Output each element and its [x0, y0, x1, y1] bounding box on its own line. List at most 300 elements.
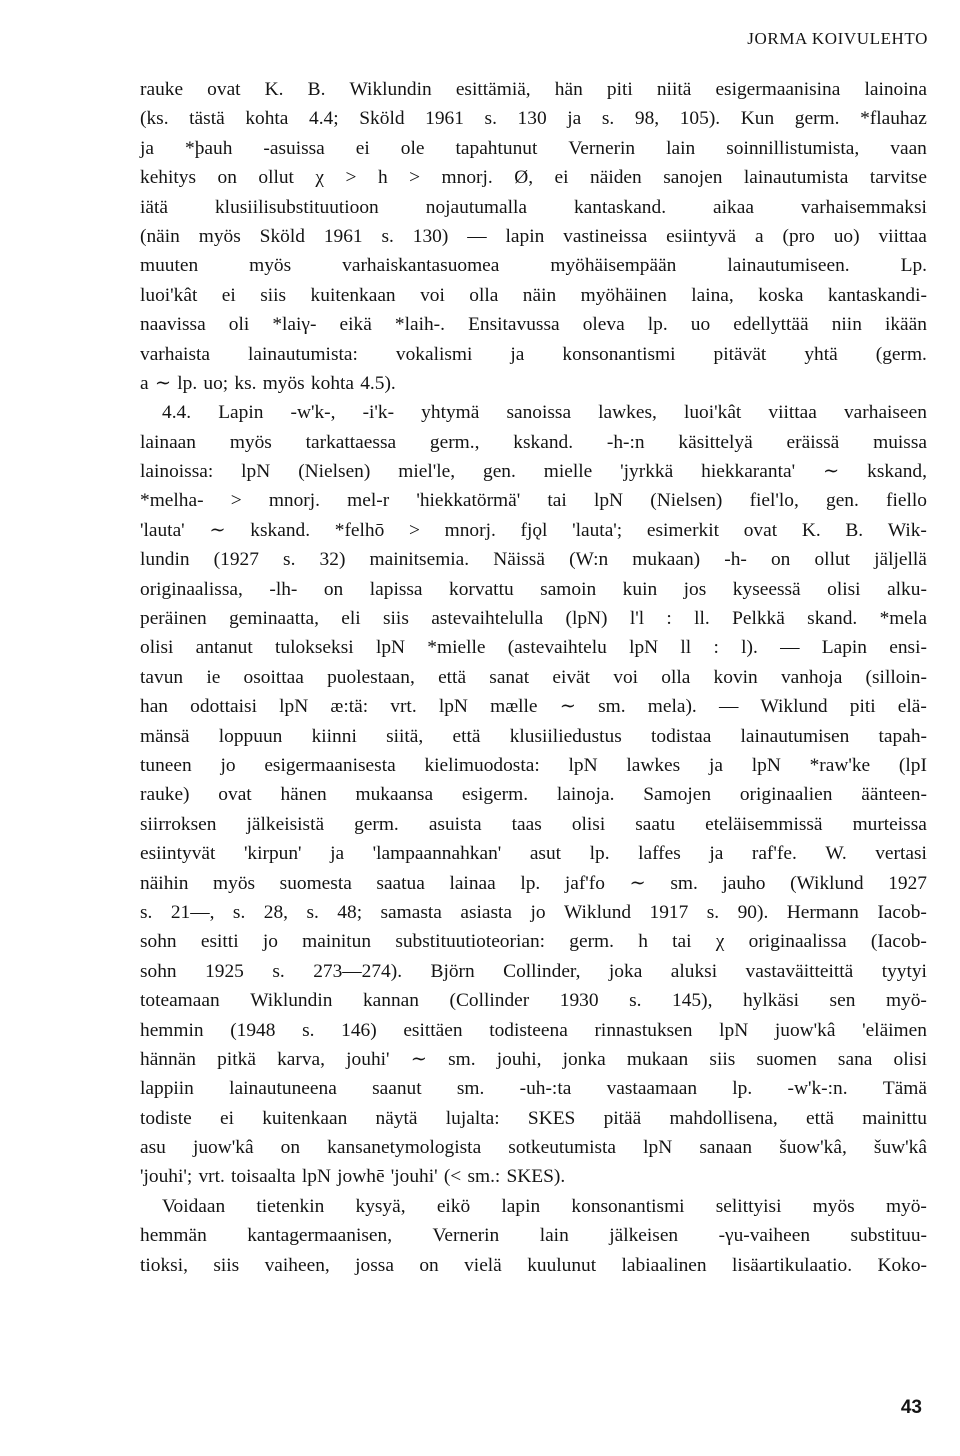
word: vanhoja: [780, 666, 843, 688]
word: samoin: [540, 578, 597, 600]
word: vielä: [464, 1254, 502, 1276]
word: lainoja.: [556, 784, 615, 806]
word: -asuissa: [263, 137, 325, 159]
word: klusiiliedustus: [509, 725, 622, 747]
word: rauke): [140, 784, 190, 806]
word: lpN: [438, 696, 468, 718]
word: >: [345, 167, 357, 189]
word: varhaista: [140, 343, 210, 365]
word: B.: [845, 519, 864, 541]
word: jowhē: [337, 1166, 385, 1188]
word: sm.: [598, 696, 626, 718]
word: vrt.: [390, 696, 417, 718]
word: korvattu: [449, 578, 514, 600]
word: ∼: [629, 872, 646, 894]
word: eräissä: [786, 431, 840, 453]
word: tapah-: [878, 725, 927, 747]
word: piti: [849, 696, 876, 718]
word: lisäartikulaatio.: [731, 1254, 853, 1276]
word: 'hiekkatörmä': [416, 490, 521, 512]
word: Kun: [740, 108, 775, 130]
word: lapin: [501, 1195, 541, 1217]
word: ∼: [410, 1048, 427, 1070]
word: juow'kâ: [192, 1137, 254, 1159]
word: Wiklundin: [349, 79, 432, 100]
word: kannan: [362, 990, 419, 1012]
word: siis: [709, 1048, 736, 1070]
word: mainitun: [302, 931, 372, 953]
word: jauho: [722, 872, 766, 894]
word: luoi'kât: [683, 402, 742, 424]
text-line: [140, 1016, 927, 1045]
word: varhaisemmaksi: [800, 196, 927, 218]
word: ja: [510, 343, 525, 365]
word: >: [230, 490, 242, 512]
word: kohta: [245, 108, 289, 130]
text-line: [140, 193, 927, 222]
word: Lp.: [900, 255, 927, 277]
word: Koko-: [877, 1254, 927, 1276]
word: loppuun: [218, 725, 283, 747]
word: -w'k-:n.: [787, 1078, 848, 1100]
word: -h-:n: [606, 431, 645, 453]
word: lain: [666, 137, 696, 159]
word: Vernerin: [432, 1225, 500, 1247]
word: tietenkin: [256, 1195, 325, 1217]
word: h: [377, 167, 388, 189]
word: :: [713, 637, 719, 659]
word: suomesta: [279, 872, 352, 894]
word: vertasi: [875, 843, 927, 865]
word: kansanetymologista: [327, 1137, 482, 1159]
word: kysyä,: [355, 1195, 406, 1217]
word: kielimuodosta:: [424, 754, 540, 776]
word: piti: [606, 79, 633, 100]
word: geminaatta,: [229, 608, 319, 630]
word: saanut: [372, 1078, 422, 1100]
word: Wiklund: [760, 696, 828, 718]
word: vaiheen,: [264, 1254, 330, 1276]
word: Iacob-: [877, 901, 927, 923]
text-line: [140, 1074, 927, 1103]
word: *melha-: [140, 490, 204, 512]
word: kyseessä: [732, 578, 801, 600]
text-line: [140, 663, 927, 692]
word: myös: [198, 225, 241, 247]
word: laffes: [638, 843, 681, 865]
word: sanojen: [663, 167, 723, 189]
word: sotkeutumista: [508, 1137, 617, 1159]
word: ei: [554, 167, 569, 189]
word: vokalismi: [395, 343, 473, 365]
word: hemmin: [140, 1019, 204, 1041]
word: konsonantismi: [571, 1195, 685, 1217]
word: olla: [661, 666, 691, 688]
word: 105).: [679, 108, 721, 130]
word: näin: [522, 284, 557, 306]
word: laina,: [691, 284, 734, 306]
word: ovat: [218, 784, 252, 806]
word: tavun: [140, 666, 184, 688]
word: tapahtunut: [455, 137, 538, 159]
word: esittämiä,: [455, 79, 531, 100]
word: —: [718, 696, 739, 718]
word: —: [780, 637, 800, 659]
word: lp.: [732, 1078, 753, 1100]
word: Vernerin: [568, 137, 636, 159]
word: 1917: [649, 901, 689, 923]
word: originaalissa,: [140, 578, 243, 600]
text-line: [140, 604, 927, 633]
word: myöhäinen: [580, 284, 667, 306]
word: eivät: [552, 666, 591, 688]
text-line: [140, 310, 927, 339]
word: (Wiklund: [790, 872, 864, 894]
word: siis: [383, 608, 409, 630]
word: rinnastuksen: [594, 1019, 693, 1041]
word: l'l: [629, 608, 645, 630]
word: hänen: [280, 784, 327, 806]
page-number: 43: [900, 1397, 922, 1418]
word: muuten: [140, 255, 199, 277]
word: Ensitavussa: [468, 314, 560, 336]
word: mainittu: [862, 1107, 927, 1129]
word: alku-: [887, 578, 927, 600]
word: ∼: [559, 696, 576, 718]
word: s.: [629, 990, 642, 1012]
text-line: [140, 810, 927, 839]
word: lpN: [751, 754, 781, 776]
word: (lpI: [898, 754, 927, 776]
text-line: [140, 428, 927, 457]
word: sanoissa: [506, 402, 572, 424]
word: sm.: [448, 1048, 476, 1070]
word: :: [666, 608, 672, 630]
word: niin: [831, 314, 862, 336]
word: lainaan: [140, 431, 196, 453]
word: sohn: [140, 931, 177, 953]
word: kuitenkaan: [262, 1107, 348, 1129]
word: yhtä: [804, 343, 838, 365]
word: lainoissa:: [140, 461, 214, 483]
word: 'lauta';: [572, 519, 623, 541]
word: 28,: [263, 901, 289, 923]
word: jo: [220, 754, 236, 776]
word: 1961: [425, 108, 464, 130]
word: lpN: [301, 1166, 331, 1188]
word: esigerm.: [461, 784, 529, 806]
text-line: [140, 281, 927, 310]
word: voi: [613, 666, 639, 688]
word: (germ.: [875, 343, 927, 365]
word: Näissä: [493, 549, 545, 571]
word: samasta: [380, 901, 442, 923]
text-line: [140, 1045, 927, 1074]
word: lapissa: [369, 578, 423, 600]
word: esittäen: [403, 1019, 463, 1041]
word: siis: [213, 1254, 240, 1276]
word: että: [452, 725, 481, 747]
text-line: [140, 1192, 927, 1221]
word: χ: [715, 931, 725, 953]
word: šuow'kâ,: [779, 1137, 847, 1159]
word: 'lauta': [140, 519, 185, 541]
word: ja: [567, 108, 582, 130]
word: olisi: [827, 578, 861, 600]
word: joka: [608, 960, 643, 982]
text-line: [140, 1104, 927, 1133]
text-line: [140, 986, 927, 1015]
word: mel-r: [347, 490, 390, 512]
text-line: [140, 163, 927, 192]
word: pitkä: [217, 1048, 256, 1070]
word: tulokseksi: [275, 637, 354, 659]
word: Tämä: [882, 1078, 927, 1100]
word: 273—274).: [313, 960, 403, 982]
word: miel'le,: [398, 461, 456, 483]
text-line: [140, 751, 927, 780]
word: Ø,: [514, 167, 534, 189]
word: näytä: [375, 1107, 418, 1129]
word: kuitenkaan: [310, 284, 396, 306]
word: *þauh: [185, 137, 233, 159]
word: 'jyrkkä: [620, 461, 674, 483]
word: SKES: [527, 1107, 576, 1129]
word: siis: [260, 284, 287, 306]
word: kiinni: [311, 725, 357, 747]
word: originaalien: [739, 784, 833, 806]
word: kovin: [713, 666, 758, 688]
word: lainoina: [864, 79, 927, 100]
word: oleva: [582, 314, 625, 336]
word: 21—,: [170, 901, 215, 923]
word: koska: [758, 284, 804, 306]
word: ei: [355, 137, 370, 159]
word: esigermaanisina: [715, 79, 841, 100]
word: 1925: [205, 960, 244, 982]
word: s.: [232, 901, 246, 923]
word: lain: [539, 1225, 569, 1247]
word: jossa: [355, 1254, 394, 1276]
word: s.: [381, 225, 394, 247]
word: eteläisemmissä: [705, 813, 823, 835]
word: *mielle: [427, 637, 486, 659]
word: ∼: [209, 519, 226, 541]
word: -i'k-: [362, 402, 395, 424]
word: juow'kâ: [774, 1019, 836, 1041]
word: -h-: [724, 549, 747, 571]
word: ll.: [694, 608, 710, 630]
text-line: [140, 1251, 927, 1280]
word: kuin: [622, 578, 658, 600]
word: tai: [672, 931, 692, 953]
word: näihin: [140, 872, 189, 894]
word: todiste: [140, 1107, 192, 1129]
word: elä-: [897, 696, 927, 718]
word: kantaskand.: [573, 196, 667, 218]
word: naavissa: [140, 314, 206, 336]
word: jouhi,: [496, 1048, 542, 1070]
word: mela).: [647, 696, 697, 718]
word: myös: [213, 872, 256, 894]
word: (lpN): [565, 608, 608, 630]
word: substituutioteorian:: [395, 931, 546, 953]
word: myö-: [885, 1195, 927, 1217]
word: kuulunut: [527, 1254, 597, 1276]
word: ∼: [154, 372, 172, 394]
word: l).: [741, 637, 758, 659]
word: asut: [529, 843, 562, 865]
word: ll: [680, 637, 692, 659]
word: (1927: [213, 549, 259, 571]
text-line: [140, 780, 927, 809]
word: *laiγ-: [272, 314, 317, 336]
word: sanaan: [699, 1137, 753, 1159]
word: (1948: [230, 1019, 276, 1041]
word: on: [323, 578, 344, 600]
word: Wiklund: [564, 901, 632, 923]
text-line: [140, 545, 927, 574]
word: fiello: [886, 490, 927, 512]
text-line: [140, 898, 927, 927]
word: jälkeisistä: [246, 813, 325, 835]
word: 'eläimen: [862, 1019, 927, 1041]
word: hylkäsi: [742, 990, 799, 1012]
word: voi: [420, 284, 445, 306]
word: jälkeisen: [609, 1225, 679, 1247]
word: että: [438, 666, 467, 688]
word: germ.: [569, 931, 614, 953]
body-text: [140, 75, 927, 1280]
word: s.: [302, 1019, 315, 1041]
word: olisi: [893, 1048, 927, 1070]
word: lainautumista:: [248, 343, 358, 365]
word: —: [467, 225, 487, 247]
word: -uh-:ta: [519, 1078, 572, 1100]
word: peräinen: [140, 608, 207, 630]
word: Collinder,: [503, 960, 581, 982]
word: yhtymä: [421, 402, 480, 424]
word: 4.4;: [309, 108, 339, 130]
word: (astevaihtelu: [507, 637, 607, 659]
word: s.: [306, 901, 319, 923]
word: *mela: [879, 608, 927, 630]
word: *flauhaz: [860, 108, 927, 130]
word: mukaan): [632, 549, 701, 571]
word: W.: [825, 843, 847, 865]
word: uo): [833, 225, 860, 247]
word: tarvitse: [869, 167, 927, 189]
word: toisaalta: [231, 1166, 296, 1188]
word: muissa: [873, 431, 927, 453]
word: ovat: [207, 79, 241, 100]
word: jos: [683, 578, 707, 600]
word: myös: [812, 1195, 855, 1217]
word: sm.:: [467, 1166, 501, 1188]
word: vastaamaan: [606, 1078, 698, 1100]
word: että: [806, 1107, 835, 1129]
word: a: [140, 372, 149, 394]
word: ikään: [884, 314, 927, 336]
word: 145),: [672, 990, 713, 1012]
word: karva,: [277, 1048, 326, 1070]
word: vaan: [890, 137, 927, 159]
word: fiel'lo,: [749, 490, 799, 512]
word: Sköld: [259, 225, 305, 247]
word: oli: [228, 314, 250, 336]
word: lp.: [647, 314, 668, 336]
word: lp.: [589, 843, 610, 865]
word: (näin: [140, 225, 180, 247]
word: Björn: [430, 960, 475, 982]
word: siirroksen: [140, 813, 217, 835]
word: varhaiskantasuomea: [342, 255, 500, 277]
word: myös: [262, 372, 305, 394]
word: hiekkaranta': [701, 461, 796, 483]
word: mainitsemia.: [369, 549, 470, 571]
word: ja: [708, 754, 723, 776]
word: antanut: [195, 637, 253, 659]
word: olisi: [140, 637, 174, 659]
word: substituu-: [850, 1225, 927, 1247]
word: kohta: [310, 372, 355, 394]
word: lainautuneena: [229, 1078, 337, 1100]
word: sanat: [489, 666, 530, 688]
text-line: [140, 1162, 927, 1191]
word: 90).: [737, 901, 769, 923]
word: esiintyvä: [666, 225, 737, 247]
word: šuw'kâ: [873, 1137, 927, 1159]
word: ensi-: [889, 637, 927, 659]
word: ie: [206, 666, 221, 688]
word: sana: [837, 1048, 873, 1070]
word: 'jouhi';: [140, 1166, 193, 1188]
word: lpN: [593, 490, 624, 512]
word: sohn: [140, 960, 177, 982]
word: 32): [319, 549, 346, 571]
word: on: [770, 549, 791, 571]
word: originaalissa: [748, 931, 847, 953]
word: asu: [140, 1137, 166, 1159]
word: (Iacob-: [870, 931, 927, 953]
word: Lapin: [821, 637, 867, 659]
word: *laih-.: [394, 314, 445, 336]
word: germ.: [354, 813, 399, 835]
word: ollut: [258, 167, 294, 189]
word: myöhäisempään: [550, 255, 677, 277]
word: odottaisi: [190, 696, 257, 718]
word: Samojen: [643, 784, 712, 806]
word: 1927: [888, 872, 927, 894]
word: siitä,: [386, 725, 424, 747]
word: Sköld: [359, 108, 405, 130]
word: labiaalinen: [621, 1254, 707, 1276]
word: 4.5).: [360, 372, 396, 394]
word: vrt.: [198, 1166, 225, 1188]
word: todisteena: [489, 1019, 568, 1041]
word: hän: [554, 79, 583, 100]
word: >: [409, 167, 421, 189]
word: K.: [801, 519, 821, 541]
word: kskand.: [250, 519, 311, 541]
word: ja: [709, 843, 724, 865]
word: (silloin-: [865, 666, 927, 688]
word: ovat: [743, 519, 778, 541]
word: esigermaanisesta: [264, 754, 396, 776]
word: mnorj.: [268, 490, 320, 512]
word: jouhi': [346, 1048, 390, 1070]
word: uo;: [203, 372, 229, 394]
